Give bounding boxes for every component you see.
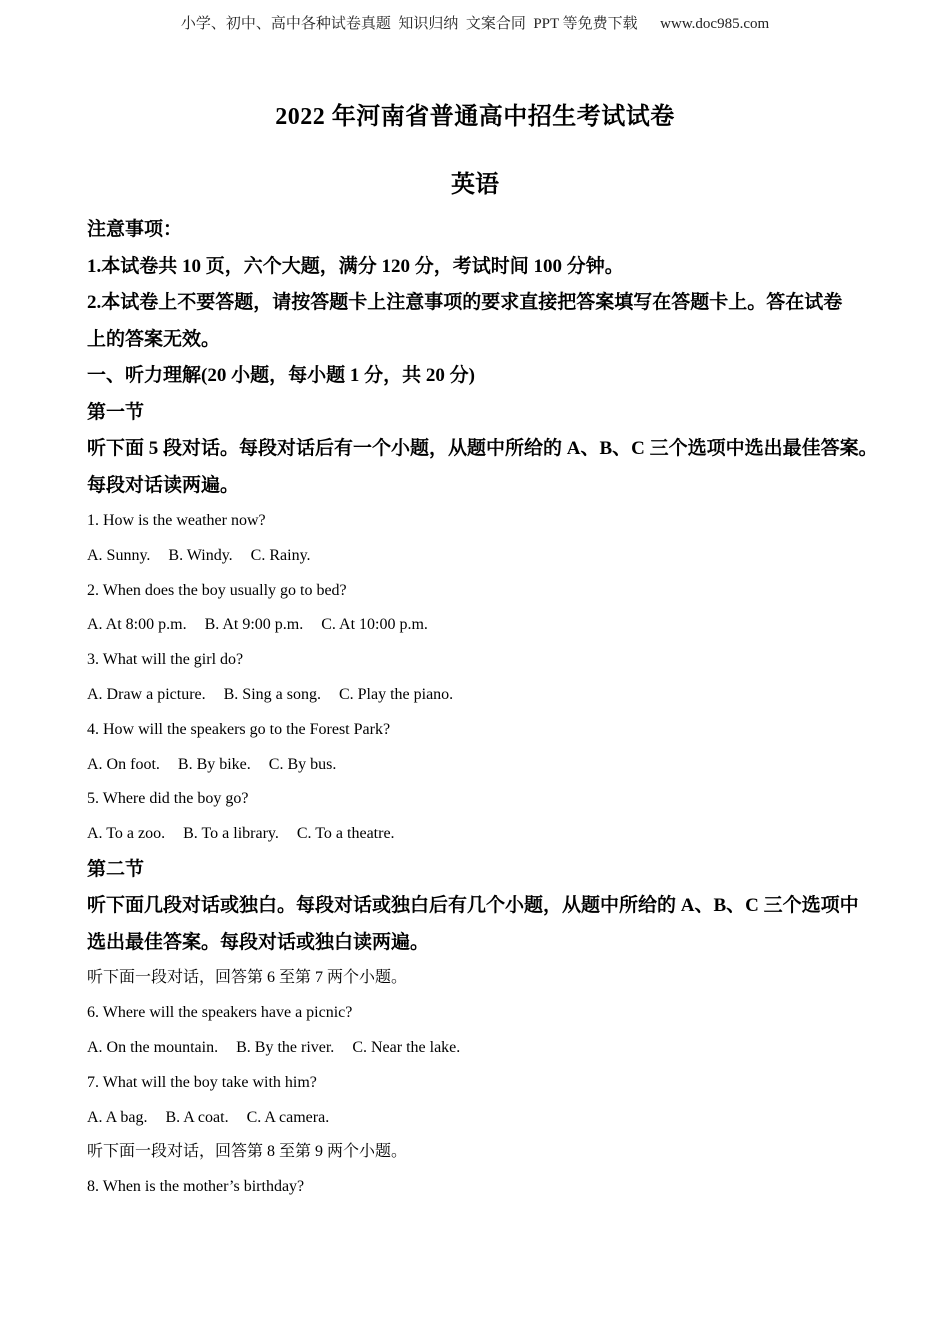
- exam-title: 2022 年河南省普通高中招生考试试卷: [275, 104, 675, 130]
- notice-item-2-line-2: 上的答案无效。: [87, 328, 221, 350]
- section2-heading: 第二节: [87, 858, 145, 880]
- question-4: 4. How will the speakers go to the Forest Park?: [87, 720, 391, 738]
- question-1-options: [87, 539, 887, 574]
- option-a: A. A bag.: [87, 1108, 148, 1126]
- option-b: B. Windy.: [168, 546, 233, 564]
- notice-item-2-line-1: 2.本试卷上不要答题，请按答题卡上注意事项的要求直接把答案填写在答题卡上。答在试卷: [87, 292, 843, 313]
- question-3: 3. What will the girl do?: [87, 651, 244, 669]
- question-7-options: [87, 1101, 887, 1136]
- option-a: A. At 8:00 p.m.: [87, 616, 187, 634]
- question-1: 1. How is the weather now?: [87, 512, 266, 529]
- notice-item-1: 1.本试卷共 10 页，六个大题，满分 120 分，考试时间 100 分钟。: [87, 255, 624, 277]
- option-a: A. On the mountain.: [87, 1039, 219, 1057]
- section1-instruction-line-1: 听下面 5 段对话。每段对话后有一个小题，从题中所给的 A、B、C 三个选项中选出最佳答案。: [87, 438, 878, 459]
- question-5-options: [87, 817, 887, 852]
- exam-content: [87, 212, 887, 1205]
- section2-instruction-line-2: 选出最佳答案。每段对话或独白读两遍。: [87, 931, 430, 953]
- dialogue-intro-8-9: 听下面一段对话，回答第 8 至第 9 两个小题。: [87, 1143, 408, 1161]
- option-b: B. To a library.: [183, 825, 279, 843]
- exam-subject: 英语: [451, 172, 499, 198]
- option-a: A. Draw a picture.: [87, 685, 206, 703]
- question-6: 6. Where will the speakers have a picnic?: [87, 1004, 353, 1022]
- question-7: 7. What will the boy take with him?: [87, 1073, 317, 1091]
- question-2-options: [87, 608, 887, 643]
- option-b: B. At 9:00 p.m.: [204, 616, 304, 634]
- option-c: C. A camera.: [246, 1108, 330, 1126]
- question-5: 5. Where did the boy go?: [87, 790, 249, 808]
- question-6-options: [87, 1031, 887, 1066]
- section1-heading: 第一节: [87, 401, 145, 423]
- question-4-options: [87, 748, 887, 783]
- option-c: C. By bus.: [268, 755, 337, 773]
- question-8: 8. When is the mother’s birthday?: [87, 1178, 305, 1196]
- section2-instruction-line-1: 听下面几段对话或独白。每段对话或独白后有几个小题，从题中所给的 A、B、C 三个选项中: [87, 895, 859, 917]
- option-c: C. Rainy.: [250, 546, 311, 564]
- page-header-banner: 小学、初中、高中各种试卷真题 知识归纳 文案合同 PPT 等免费下载 www.doc985.com: [180, 16, 770, 32]
- option-c: C. To a theatre.: [296, 825, 395, 843]
- option-b: B. By bike.: [177, 755, 251, 773]
- question-2: 2. When does the boy usually go to bed?: [87, 581, 347, 599]
- option-c: C. At 10:00 p.m.: [321, 616, 428, 634]
- option-c: C. Near the lake.: [352, 1039, 461, 1057]
- option-a: A. Sunny.: [87, 546, 151, 564]
- option-b: B. A coat.: [165, 1108, 229, 1126]
- question-3-options: [87, 678, 887, 713]
- notice-heading: 注意事项：: [87, 219, 183, 240]
- option-c: C. Play the piano.: [338, 685, 454, 703]
- option-b: B. Sing a song.: [223, 685, 321, 703]
- section1-instruction-line-2: 每段对话读两遍。: [87, 474, 240, 496]
- dialogue-intro-6-7: 听下面一段对话，回答第 6 至第 7 两个小题。: [87, 969, 408, 987]
- option-b: B. By the river.: [236, 1039, 335, 1057]
- part1-heading: 一、听力理解(20 小题，每小题 1 分，共 20 分): [87, 365, 475, 386]
- option-a: A. On foot.: [87, 755, 160, 773]
- option-a: A. To a zoo.: [87, 825, 166, 843]
